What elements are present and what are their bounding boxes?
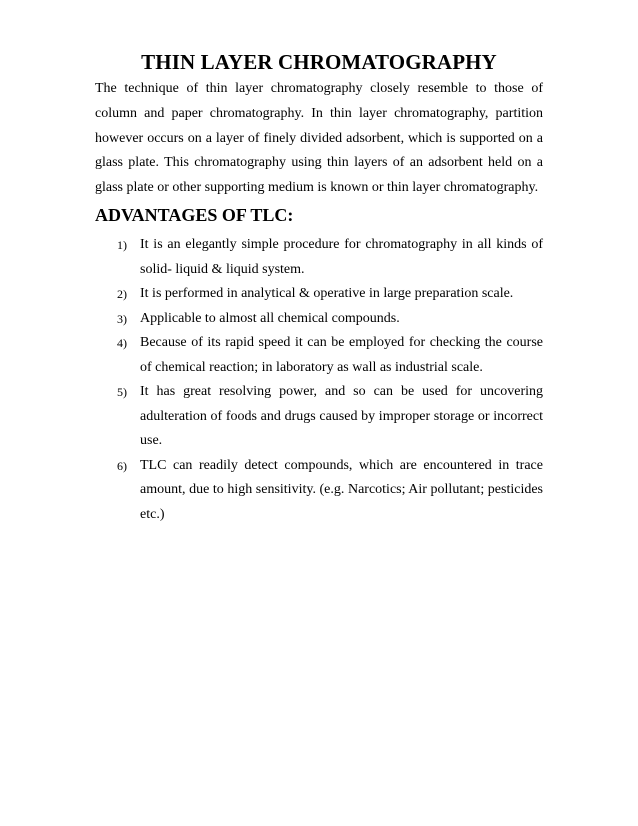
list-item-number: 1) [117,238,127,252]
list-item-number: 3) [117,311,127,326]
page-title: THIN LAYER CHROMATOGRAPHY [141,50,497,74]
list-item-text: TLC can readily detect compounds, which are encountered in trace amount, due to high sensitivity. (e.g. Narcotics; Air pollutant; pesticides etc.) [140,457,543,522]
list-item [117,454,543,528]
list-item-number: 4) [117,336,127,350]
list-item-text: Because of its rapid speed it can be employed for checking the course of chemical reaction; in laboratory as wall as industrial scale. [140,335,543,375]
advantages-heading: ADVANTAGES OF TLC: [95,205,294,225]
list-item [117,331,543,380]
list-item [117,307,543,332]
list-item-number: 5) [117,385,127,399]
intro-paragraph: The technique of thin layer chromatography closely resemble to those of column and paper chromatography. In thin layer chromatography, partition however occurs on a layer of finely divided adsorbent, which is supported on a glass plate. This chromatography using thin layers of an adsorbent held on a glass plate or other supporting medium is known or thin layer chromatography. [95,81,543,196]
list-item-text: It is an elegantly simple procedure for chromatography in all kinds of solid- liquid & liquid system. [140,237,543,277]
list-item-text: It has great resolving power, and so can be used for uncovering adulteration of foods and drugs caused by improper storage or incorrect use. [140,384,543,448]
list-item-text: It is performed in analytical & operative in large preparation scale. [140,286,514,301]
list-item-text: Applicable to almost all chemical compounds. [140,310,400,326]
list-item [117,233,543,282]
list-item [117,380,543,454]
list-item-number: 2) [117,287,127,301]
advantages-list [117,233,543,527]
list-item [117,282,543,307]
list-item-number: 6) [117,458,127,473]
